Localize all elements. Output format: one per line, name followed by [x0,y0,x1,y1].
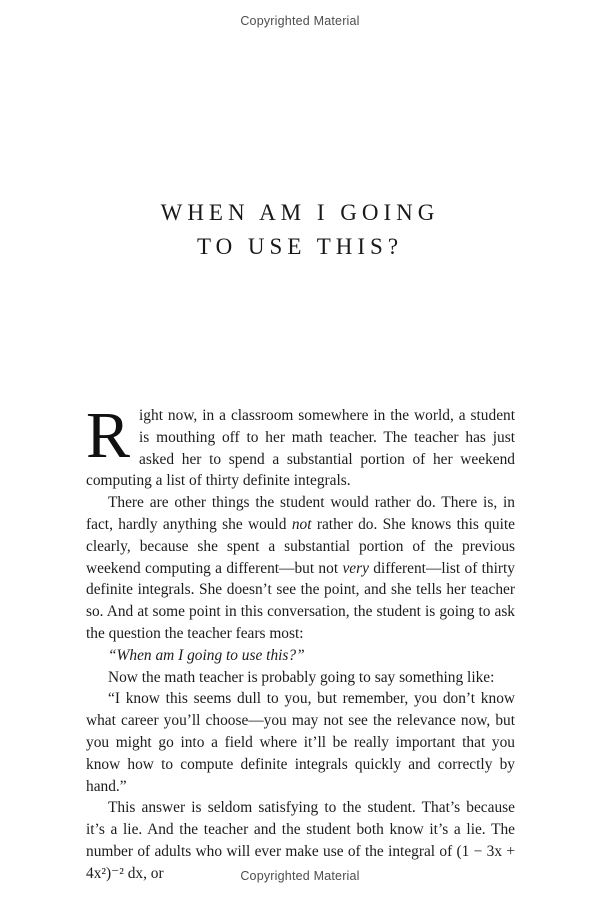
drop-cap: R [86,399,131,472]
copyright-notice-bottom: Copyrighted Material [240,869,360,883]
text-run: ight now, in a classroom somewhere in the world, a student is mouthing off to her math teacher. The teacher has just asked her to spend a substantial portion of her weekend computing a list of thirty definite integrals. [86,407,515,490]
paragraph-quote-italic: “When am I going to use this?” [108,646,305,664]
text-run: different—list of thirty definite integrals. She doesn’t see the point, and she tells her teacher so. And at some point in this conversation, the student is going to ask the question the teacher fears most: [86,559,515,642]
paragraph: This answer is seldom satisfying to the student. That’s because it’s a lie. And the teacher and the student both know it’s a lie. The number of adults who will ever make use of the integral of (1 − 3x + 4x²)⁻² dx, or [86,799,515,882]
paragraph: “I know this seems dull to you, but remember, you don’t know what career you’ll choose—you may not see the relevance now, but you might go into a field where it’ll be really important that you know how to compute definite integrals quickly and correctly by hand.” [86,690,515,795]
paragraph [86,399,515,492]
chapter-title-line-2: TO USE THIS? [196,234,404,259]
paragraph: Now the math teacher is probably going to say something like: [108,668,495,686]
chapter-title [0,196,600,264]
text-run-italic: not [291,515,312,533]
text-run: rather do. She knows this quite clearly, because she spent a substantial portion of the previous weekend computing a different—but not [86,515,515,577]
chapter-title-line-1: WHEN AM I GOING [160,200,440,225]
paragraph [86,492,515,645]
text-run: There are other things the student would rather do. There is, in fact, hardly anything she would [86,494,515,533]
body-text [86,399,515,885]
copyright-notice-top: Copyrighted Material [240,14,360,28]
text-run-italic: very [342,559,369,577]
